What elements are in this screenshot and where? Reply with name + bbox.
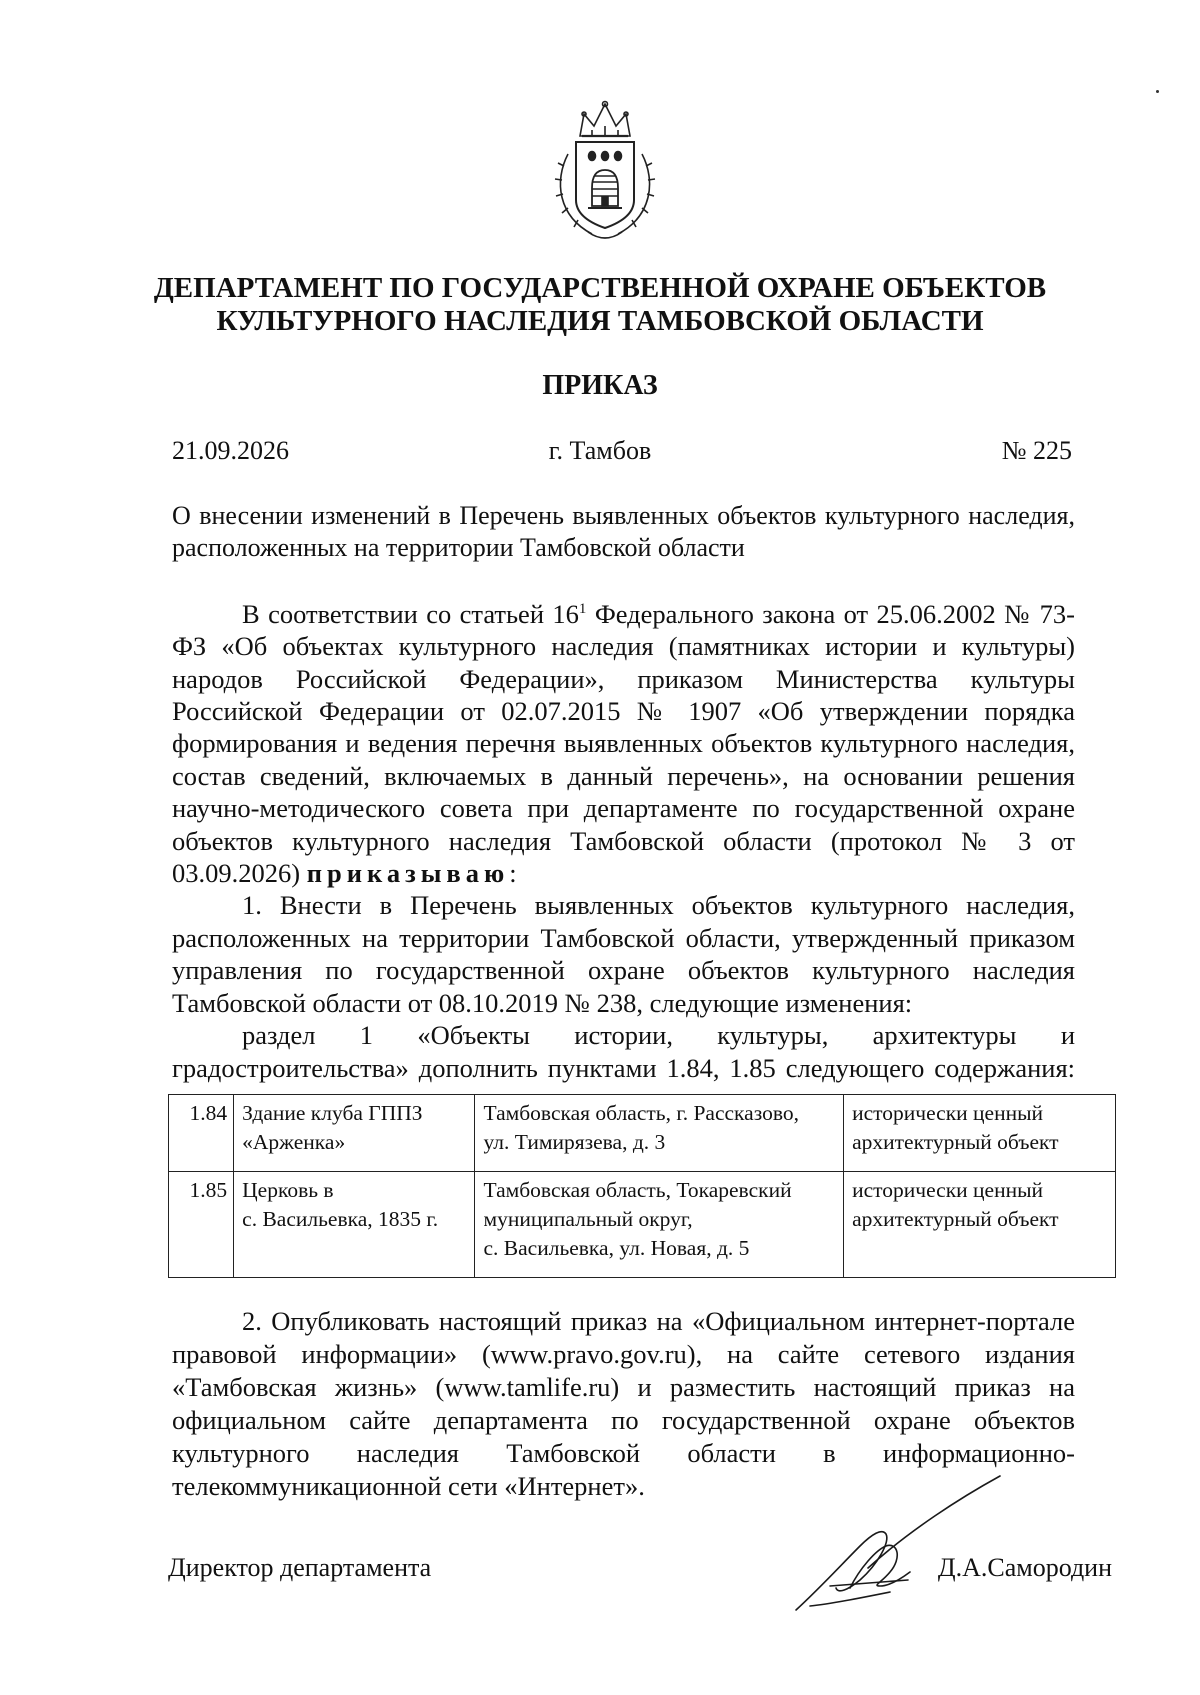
object-name-line: Здание клуба ГППЗ: [242, 1101, 423, 1125]
table-cell-category: [844, 1172, 1116, 1278]
table-row: [169, 1172, 1116, 1278]
object-category-line: архитектурный объект: [852, 1130, 1059, 1154]
table-cell-number: [169, 1172, 234, 1278]
preamble-text-main: Федерального закона от 25.06.2002 № 73-ФЗ «Об объектах культурного наследия (памятниках истории и культуры) народов Российской Федерации», приказом Министерства культуры Российской Федерации от 02.07.2015 № 1907 «Об утверждении порядка формирования и ведения перечня выявленных объектов культурного наследия, состав сведений, включаемых в данный перечень», на основании решения научно-методического совета при департаменте по государственной охране объектов культурного наследия Тамбовской области (протокол № 3 от 03.09.2026): [172, 598, 1075, 889]
object-category-line: исторически ценный: [852, 1178, 1044, 1202]
object-address-line: с. Васильевка, ул. Новая, д. 5: [483, 1236, 750, 1260]
document-city: г. Тамбов: [548, 436, 652, 465]
table-cell-address: [475, 1172, 844, 1278]
scan-speck: [1156, 90, 1159, 93]
table-cell-name: [234, 1172, 475, 1278]
organization-name: [150, 272, 1050, 338]
order-keyword: приказываю: [306, 858, 510, 889]
row-number: 1.84: [189, 1101, 228, 1125]
signatory-name: Д.А.Самородин: [937, 1553, 1112, 1582]
table-cell-address: [475, 1095, 844, 1172]
preamble-paragraph: [172, 593, 1075, 889]
item-2-paragraph: 2. Опубликовать настоящий приказ на «Официальном интернет-портале правовой информации» (www.pravo.gov.ru), на сайте сетевого издания «Тамбовская жизнь» (www.tamlife.ru) и разместить настоящий приказ на официальном сайте департамента по государственной охране объектов культурного наследия Тамбовской области в информационно-телекоммуникационной сети «Интернет».: [172, 1306, 1075, 1501]
object-address-line: Тамбовская область, г. Рассказово,: [483, 1101, 799, 1125]
document-subject: О внесении изменений в Перечень выявленных объектов культурного наследия, расположенных на территории Тамбовской области: [172, 501, 1075, 562]
article-superscript: 1: [578, 601, 587, 617]
objects-table: [168, 1094, 1116, 1278]
table-cell-name: [234, 1095, 475, 1172]
handwritten-signature: [790, 1468, 1010, 1618]
object-address-line: муниципальный округ,: [483, 1207, 693, 1231]
document-body: [172, 593, 1075, 1084]
table-cell-category: [844, 1095, 1116, 1172]
object-address-line: ул. Тимирязева, д. 3: [483, 1130, 666, 1154]
object-name-line: Церковь в: [242, 1178, 334, 1202]
preamble-text-start: В соответствии со статьей 16: [242, 598, 579, 629]
document-date: 21.09.2026: [172, 436, 289, 465]
signatory-position: Директор департамента: [168, 1553, 432, 1582]
document-type-title: ПРИКАЗ: [542, 370, 658, 401]
table-row: [169, 1095, 1116, 1172]
object-category-line: исторически ценный: [852, 1101, 1044, 1125]
coat-of-arms-emblem: [548, 96, 662, 246]
object-category-line: архитектурный объект: [852, 1207, 1059, 1231]
section-note-paragraph: раздел 1 «Объекты истории, культуры, архитектуры и градостроительства» дополнить пунктами 1.84, 1.85 следующего содержания:: [172, 1020, 1075, 1083]
item-1-paragraph: 1. Внести в Перечень выявленных объектов культурного наследия, расположенных на территории Тамбовской области, утвержденный приказом управления по государственной охране объектов культурного наследия Тамбовской области от 08.10.2019 № 238, следующие изменения:: [172, 890, 1075, 1018]
organization-name-line2: КУЛЬТУРНОГО НАСЛЕДИЯ ТАМБОВСКОЙ ОБЛАСТИ: [216, 305, 984, 337]
document-number: № 225: [1001, 436, 1072, 465]
object-name-line: с. Васильевка, 1835 г.: [242, 1207, 439, 1231]
object-name-line: «Арженка»: [242, 1130, 346, 1154]
row-number: 1.85: [189, 1178, 228, 1202]
table-cell-number: [169, 1095, 234, 1172]
object-address-line: Тамбовская область, Токаревский: [483, 1178, 792, 1202]
preamble-colon: :: [509, 858, 517, 889]
organization-name-line1: ДЕПАРТАМЕНТ ПО ГОСУДАРСТВЕННОЙ ОХРАНЕ ОБЪЕКТОВ: [153, 272, 1047, 304]
